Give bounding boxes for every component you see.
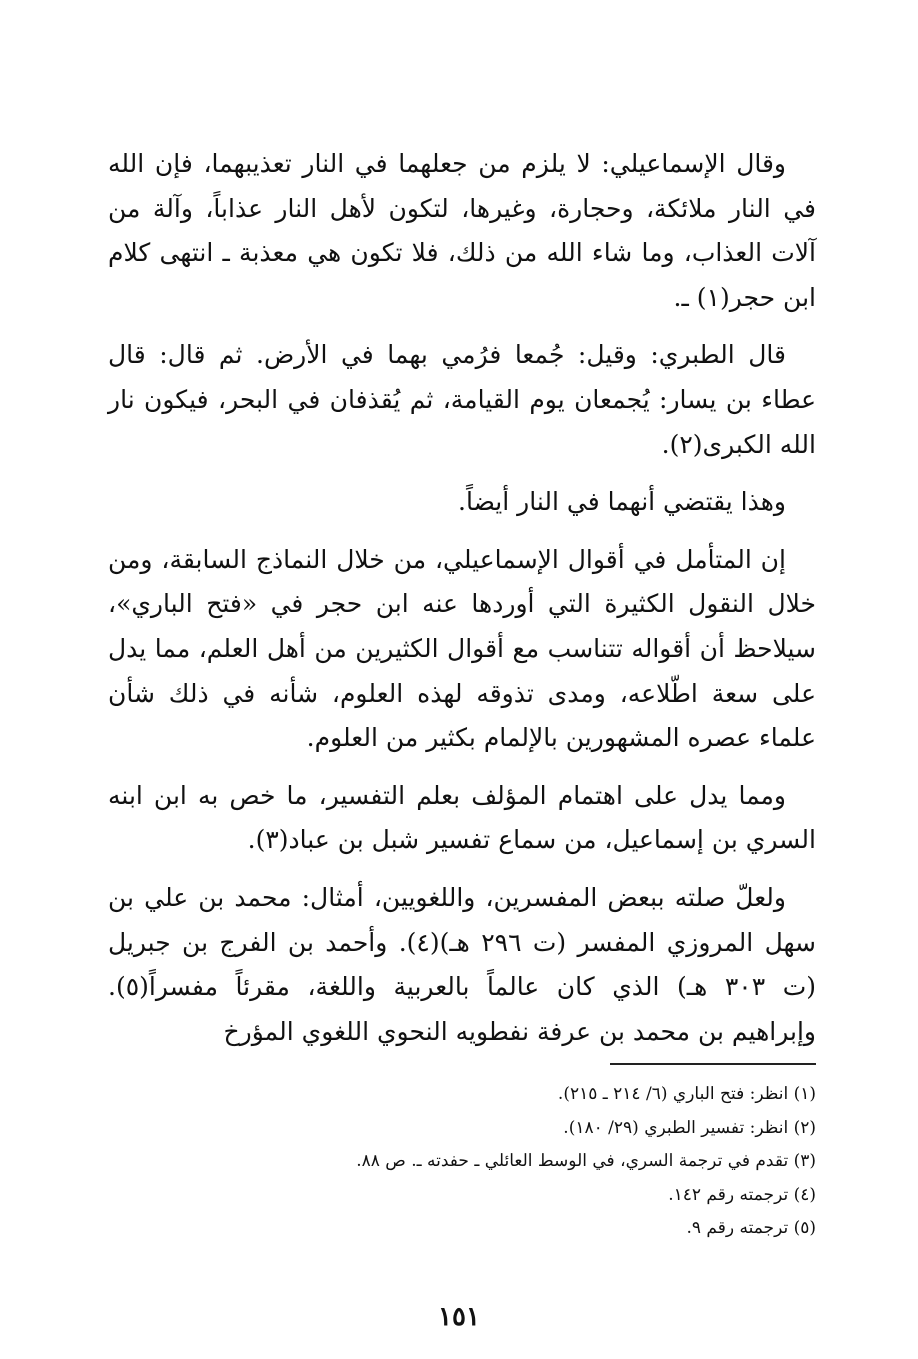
footnote-separator — [610, 1063, 816, 1065]
footnote: (٤) ترجمته رقم ١٤٢. — [668, 1184, 816, 1205]
footnote: (٢) انظر: تفسير الطبري (٢٩/ ١٨٠). — [563, 1117, 816, 1138]
footnote: (٣) تقدم في ترجمة السري، في الوسط العائلي ـ حفدته ـ. ص ٨٨. — [356, 1151, 816, 1171]
footnote: (١) انظر: فتح الباري (٦/ ٢١٤ ـ ٢١٥). — [557, 1084, 816, 1104]
paragraph: ومما يدل على اهتمام المؤلف بعلم التفسير، ما خص به ابن ابنه السري بن إسماعيل، من سماع تفسير شبل بن عباد(٣). — [108, 780, 816, 855]
footnote: (٥) ترجمته رقم ٩. — [686, 1218, 816, 1238]
footnotes — [108, 1078, 816, 1246]
paragraph: وقال الإسماعيلي: لا يلزم من جعلهما في النار تعذيبهما، فإن الله في النار ملائكة، وحجارة، وغيرها، لتكون لأهل النار عذاباً، وآلة من آلات العذاب، وما شاء الله من ذلك، فلا تكون هي معذبة ـ انتهى كلام ابن حجر(١) ـ. — [108, 149, 816, 312]
paragraph: إن المتأمل في أقوال الإسماعيلي، من خلال النماذج السابقة، ومن خلال النقول الكثيرة التي أوردها عنه ابن حجر في «فتح الباري»، سيلاحظ أن أقواله تتناسب مع أقوال الكثيرين من أهل العلم، مما يدل على سعة اطّلاعه، ومدى تذوقه لهذه العلوم، شأنه في ذلك شأن علماء عصره المشهورين بالإلمام بكثير من العلوم. — [108, 544, 816, 753]
page-number: ١٥١ — [438, 1302, 480, 1332]
main-text — [108, 142, 816, 1067]
paragraph: قال الطبري: وقيل: جُمعا فرُمي بهما في الأرض. ثم قال: قال عطاء بن يسار: يُجمعان يوم القيامة، ثم يُقذفان في البحر، فيكون نار الله الكبرى(٢). — [108, 340, 816, 459]
paragraph: ولعلّ صلته ببعض المفسرين، واللغويين، أمثال: محمد بن علي بن سهل المروزي المفسر (ت ٢٩٦ هـ)(٤). وأحمد بن الفرج بن جبريل (ت ٣٠٣ هـ) الذي كان عالماً بالعربية واللغة، مقرئاً مفسراً(٥). وإبراهيم بن محمد بن عرفة نفطويه النحوي اللغوي المؤرخ — [108, 882, 816, 1046]
paragraph: وهذا يقتضي أنهما في النار أيضاً. — [458, 487, 786, 517]
